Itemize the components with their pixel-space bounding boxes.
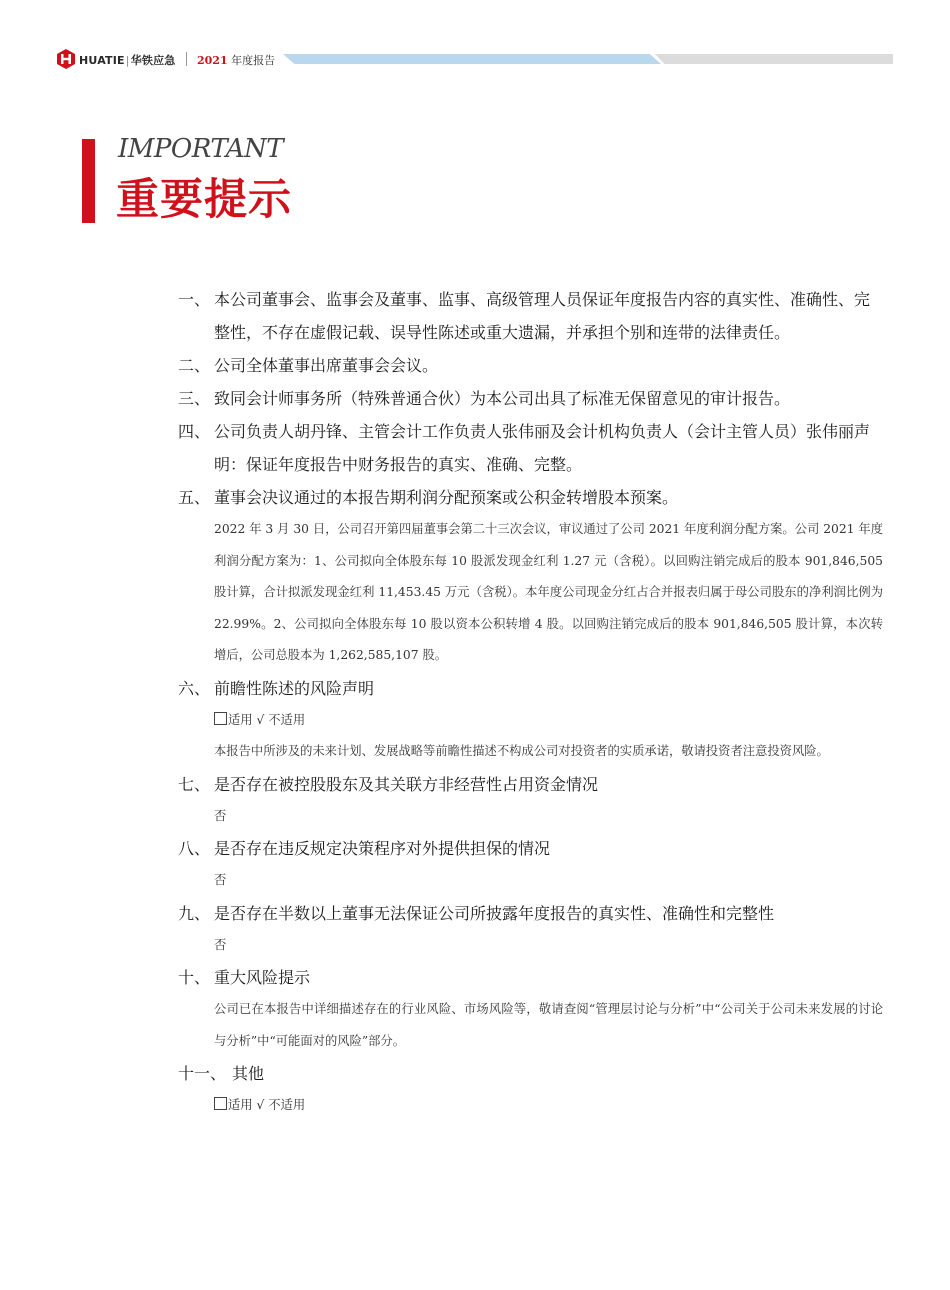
page-title-en: IMPORTANT (118, 134, 284, 164)
checkbox-icon (214, 1097, 227, 1110)
section-11-applicability: 适用 √ 不适用 (214, 1090, 883, 1122)
header-stripe-blue (283, 54, 661, 64)
section-9-title: 九、 是否存在半数以上董事无法保证公司所披露年度报告的真实性、准确性和完整性 (178, 903, 775, 923)
header-stripe-gray (655, 54, 893, 64)
page-header (57, 49, 897, 71)
page-title-cn: 重要提示 (116, 175, 292, 225)
section-10-title: 十、 重大风险提示 (178, 968, 311, 987)
section-8-title: 八、 是否存在违反规定决策程序对外提供担保的情况 (178, 839, 551, 858)
section-8-body: 否 (214, 873, 227, 887)
section-5-title: 五、 董事会决议通过的本报告期利润分配预案或公积金转增股本预案。 (178, 488, 679, 507)
brand-en: HUATIE (79, 54, 125, 67)
section-5-body: 2022 年 3 月 30 日，公司召开第四届董事会第二十三次会议，审议通过了公司 2021 年度利润分配方案。公司 2021 年度利润分配方案为：1、公司拟向全体股东每 10 股派发现金红利 1.27 元（含税）。以回购注销完成后的股本 901,846,505 股计算，合计拟派发现金红利 11,453.45 万元（含税）。本年度公司现金分红占合并报表归属于母公司股东的净利润比例为 22.99%。2、公司拟向全体股东每 10 股以资本公积转增 4 股。以回购注销完成后的股本 901,846,505 股计算，本次转增后，公司总股本为 1,262,585,107 股。 (214, 522, 884, 662)
title-accent-bar (82, 139, 95, 223)
section-7-title: 七、 是否存在被控股股东及其关联方非经营性占用资金情况 (178, 774, 599, 794)
report-year: 2021 (197, 54, 228, 67)
section-6-body: 本报告中所涉及的未来计划、发展战略等前瞻性描述不构成公司对投资者的实质承诺，敬请投资者注意投资风险。 (214, 744, 829, 758)
report-tag (197, 52, 275, 68)
header-divider (186, 52, 187, 66)
section-7-body: 否 (214, 808, 227, 823)
section-2-title: 二、 公司全体董事出席董事会会议。 (178, 356, 439, 375)
report-title: 年度报告 (231, 54, 276, 67)
brand-cn: 华铁应急 (130, 54, 176, 67)
notice-content (178, 283, 883, 1122)
section-6-applicability: 适用 √ 不适用 (214, 705, 883, 737)
section-6-title: 六、 前瞻性陈述的风险声明 (178, 678, 375, 698)
section-4-title: 四、 公司负责人胡丹锋、主管会计工作负责人张伟丽及会计机构负责人（会计主管人员）张伟丽声明：保证年度报告中财务报告的真实、准确、完整。 (178, 422, 871, 474)
checkbox-icon (214, 712, 227, 725)
huatie-logo-icon (57, 49, 75, 69)
section-10-body: 公司已在本报告中详细描述存在的行业风险、市场风险等，敬请查阅“管理层讨论与分析”中“公司关于公司未来发展的讨论与分析”中“可能面对的风险”部分。 (214, 1002, 883, 1048)
section-11-title: 十一、 其他 (178, 1064, 265, 1083)
section-9-body: 否 (214, 937, 227, 952)
brand-name: HUATIE|华铁应急 (79, 54, 176, 67)
section-3-title: 三、 致同会计师事务所（特殊普通合伙）为本公司出具了标准无保留意见的审计报告。 (178, 389, 791, 408)
section-1-title: 一、 本公司董事会、监事会及董事、监事、高级管理人员保证年度报告内容的真实性、准确性、完整性，不存在虚假记载、误导性陈述或重大遗漏，并承担个别和连带的法律责任。 (178, 290, 871, 342)
